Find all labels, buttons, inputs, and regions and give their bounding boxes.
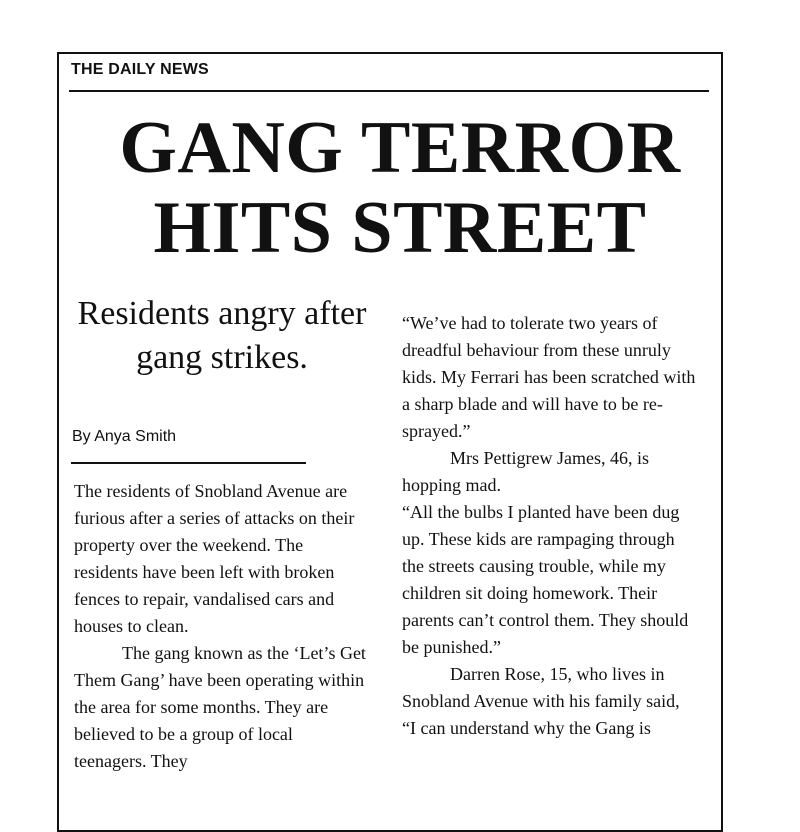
quote-paragraph: “We’ve had to tolerate two years of dreadful behaviour from these unruly kids. My Ferrari has been scratched with a sharp blade and will have to be re-sprayed.” xyxy=(402,313,696,441)
paragraph: The residents of Snobland Avenue are furious after a series of attacks on their property over the weekend. The residents have been left with broken fences to repair, vandalised cars and houses to clean. xyxy=(74,481,355,636)
article-column-right xyxy=(402,310,700,742)
headline-line-2: HITS STREET xyxy=(153,187,647,269)
paragraph: Mrs Pettigrew James, 46, is hopping mad. xyxy=(402,448,649,495)
article-column-left xyxy=(74,478,366,775)
quote-paragraph: “I can understand why the Gang is xyxy=(402,718,651,738)
paragraph: Darren Rose, 15, who lives in Snobland Avenue with his family said, xyxy=(402,664,680,711)
masthead-divider xyxy=(69,90,709,92)
byline: By Anya Smith xyxy=(72,428,177,445)
masthead: THE DAILY NEWS xyxy=(71,61,209,78)
byline-divider xyxy=(71,462,306,464)
quote-paragraph: “All the bulbs I planted have been dug up. These kids are rampaging through the streets causing trouble, while my children sit doing homework. Their parents can’t control them. They should be punished.” xyxy=(402,502,689,657)
paragraph: The gang known as the ‘Let’s Get Them Gang’ have been operating within the area for some months. They are believed to be a group of local teenagers. They xyxy=(74,643,366,771)
headline xyxy=(60,108,740,268)
subheadline: Residents angry after gang strikes. xyxy=(77,295,367,376)
headline-line-1: GANG TERROR xyxy=(119,107,681,189)
